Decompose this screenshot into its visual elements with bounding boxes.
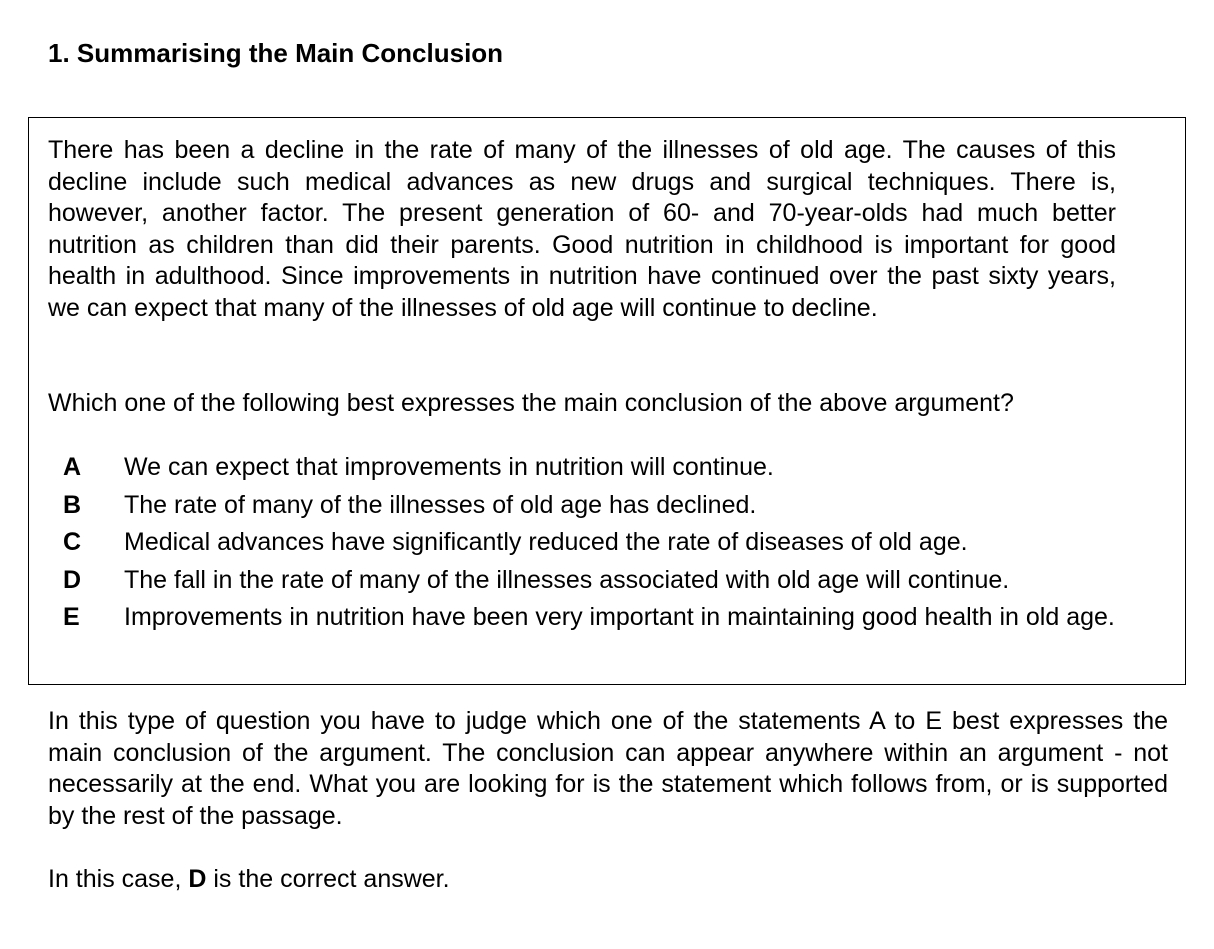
option-text: The rate of many of the illnesses of old age has declined. [124, 490, 757, 519]
option-letter: B [63, 490, 82, 519]
question-prompt: Which one of the following best expresses the main conclusion of the above argument? [48, 389, 1014, 417]
option-d [63, 565, 1123, 597]
question-box [28, 117, 1186, 685]
option-text: Improvements in nutrition have been very important in maintaining good health in old age. [124, 603, 1115, 631]
option-letter: E [63, 603, 80, 631]
correct-answer [48, 864, 450, 896]
option-c [63, 527, 1123, 559]
argument-passage: There has been a decline in the rate of many of the illnesses of old age. The causes of this decline include such medical advances as new drugs and surgical techniques. There is, however, another factor. The present generation of 60- and 70-year-olds had much better nutrition as children than did their parents. Good nutrition in childhood is important for good health in adulthood. Since improvements in nutrition have continued over the past sixty years, we can expect that many of the illnesses of old age will continue to decline. [48, 136, 1116, 322]
option-text: Medical advances have significantly reduced the rate of diseases of old age. [124, 528, 968, 556]
option-letter: C [63, 528, 82, 556]
option-b [63, 490, 1123, 522]
answer-prefix: In this case, [48, 865, 189, 893]
answer-suffix: is the correct answer. [206, 865, 450, 893]
option-letter: D [63, 565, 82, 594]
option-text: The fall in the rate of many of the illnesses associated with old age will continue. [124, 565, 1010, 594]
explanation-text: In this type of question you have to judge which one of the statements A to E best expresses the main conclusion of the argument. The conclusion can appear anywhere within an argument - not necessarily at the end. What you are looking for is the statement which follows from, or is supported by the rest of the passage. [48, 707, 1168, 830]
option-letter: A [63, 453, 82, 481]
answer-letter: D [188, 865, 207, 893]
option-text: We can expect that improvements in nutrition will continue. [124, 453, 774, 481]
option-e [63, 602, 1123, 634]
answer-options [63, 452, 1123, 640]
section-heading: 1. Summarising the Main Conclusion [48, 38, 504, 68]
option-a [63, 452, 1123, 484]
